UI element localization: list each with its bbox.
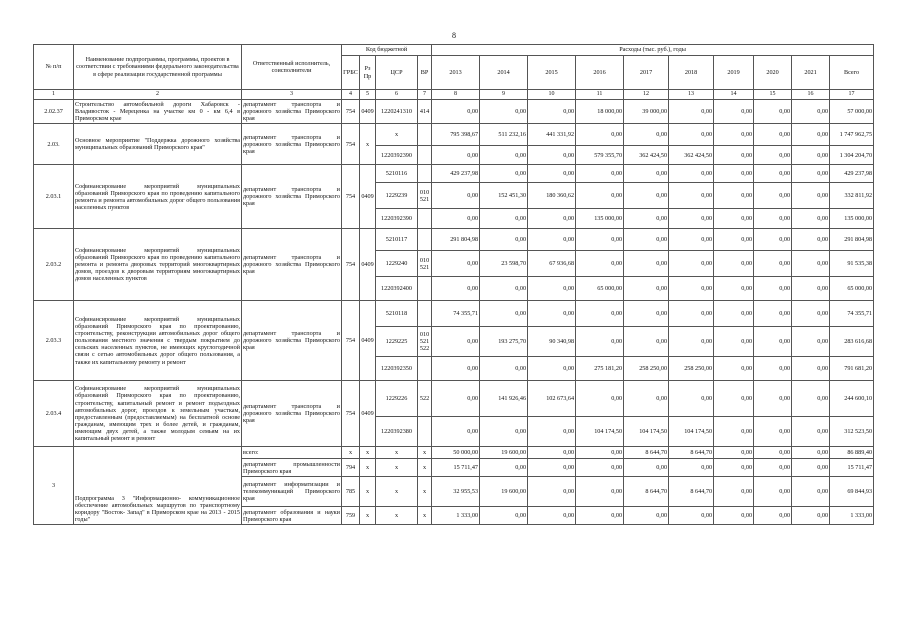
row-total: 65 000,00	[830, 277, 874, 301]
grbs: 794	[342, 459, 360, 477]
year-value: 0,00	[792, 99, 830, 123]
year-value: 0,00	[576, 165, 624, 183]
row-number: 2.03.	[34, 124, 74, 165]
year-value: 0,00	[576, 507, 624, 525]
year-value: 0,00	[669, 209, 714, 229]
year-value: 0,00	[528, 165, 576, 183]
year-value: 0,00	[528, 447, 576, 459]
executor: департамент транспорта и дорожного хозяйства Приморского края	[242, 165, 342, 229]
year-value: 0,00	[432, 417, 480, 447]
vr	[418, 357, 432, 381]
column-number: 12	[624, 90, 669, 100]
header-year: 2014	[480, 56, 528, 90]
csr: х	[376, 447, 418, 459]
year-value: 258 250,00	[669, 357, 714, 381]
row-number: 2.03.2	[34, 229, 74, 301]
year-value: 0,00	[528, 459, 576, 477]
row-total: 1 304 204,70	[830, 146, 874, 165]
year-value: 102 673,64	[528, 381, 576, 417]
year-value: 0,00	[754, 417, 792, 447]
year-value: 0,00	[792, 381, 830, 417]
year-value: 39 000,00	[624, 99, 669, 123]
year-value: 15 711,47	[432, 459, 480, 477]
header-no: № п/п	[34, 45, 74, 90]
year-value: 0,00	[480, 146, 528, 165]
rzpr: х	[360, 124, 376, 165]
row-number: 2.03.3	[34, 301, 74, 381]
year-value: 0,00	[714, 477, 754, 507]
year-value: 8 644,70	[624, 477, 669, 507]
vr: х	[418, 447, 432, 459]
column-number: 17	[830, 90, 874, 100]
year-value: 0,00	[754, 381, 792, 417]
row-number: 2.02.37	[34, 99, 74, 123]
grbs: 785	[342, 477, 360, 507]
year-value: 8 644,70	[669, 447, 714, 459]
year-value: 0,00	[480, 209, 528, 229]
measure-name: Софинансирование мероприятий муниципальных образований Приморского края по проектированию, строительству, реконструкции автомобильных дорог общего пользования местного значения с твердым покрытием до сельских населенных пунктов, не имеющих круглогодичной связи с сетью автомобильных дорог общего пользования, а также их капитальному ремонту и ремонт	[74, 301, 242, 381]
year-value: 23 598,70	[480, 251, 528, 277]
year-value: 0,00	[432, 327, 480, 357]
year-value: 0,00	[576, 381, 624, 417]
row-total: 312 523,50	[830, 417, 874, 447]
year-value: 0,00	[792, 146, 830, 165]
year-value: 362 424,50	[624, 146, 669, 165]
year-value: 0,00	[576, 447, 624, 459]
column-number: 16	[792, 90, 830, 100]
header-budget-code: Код бюджетной	[342, 45, 432, 56]
vr: 522	[418, 381, 432, 417]
row-total: 332 811,92	[830, 183, 874, 209]
year-value: 0,00	[480, 229, 528, 251]
year-value: 0,00	[669, 99, 714, 123]
header-year: 2017	[624, 56, 669, 90]
vr: 010 521	[418, 251, 432, 277]
year-value: 0,00	[528, 357, 576, 381]
header-vr: ВР	[418, 56, 432, 90]
year-value: 0,00	[714, 229, 754, 251]
year-value: 0,00	[714, 327, 754, 357]
grbs: 754	[342, 229, 360, 301]
year-value: 104 174,50	[669, 417, 714, 447]
column-number: 3	[242, 90, 342, 100]
header-expenses: Расходы (тыс. руб.), годы	[432, 45, 874, 56]
csr: 5210117	[376, 229, 418, 251]
year-value: 0,00	[480, 99, 528, 123]
header-year: 2016	[576, 56, 624, 90]
year-value: 0,00	[754, 251, 792, 277]
year-value: 0,00	[576, 459, 624, 477]
csr: 1220392400	[376, 277, 418, 301]
year-value: 0,00	[432, 357, 480, 381]
rzpr: 0409	[360, 165, 376, 229]
row-total: 135 000,00	[830, 209, 874, 229]
grbs: 754	[342, 124, 360, 165]
csr: х	[376, 507, 418, 525]
year-value: 0,00	[754, 477, 792, 507]
measure-name: Основное мероприятие "Поддержка дорожного хозяйства муниципальных образований Приморского края"	[74, 124, 242, 165]
csr: 1229225	[376, 327, 418, 357]
row-total: 15 711,47	[830, 459, 874, 477]
year-value: 0,00	[714, 507, 754, 525]
year-value: 67 936,68	[528, 251, 576, 277]
year-value: 65 000,00	[576, 277, 624, 301]
year-value: 0,00	[528, 99, 576, 123]
header-year: 2018	[669, 56, 714, 90]
column-number: 7	[418, 90, 432, 100]
year-value: 0,00	[528, 507, 576, 525]
year-value: 0,00	[754, 209, 792, 229]
year-value: 0,00	[432, 146, 480, 165]
year-value: 511 232,16	[480, 124, 528, 146]
rzpr: 0409	[360, 229, 376, 301]
row-number: 3	[34, 447, 74, 525]
year-value: 0,00	[669, 381, 714, 417]
row-number: 2.03.4	[34, 381, 74, 447]
year-value: 0,00	[714, 381, 754, 417]
year-value: 104 174,50	[576, 417, 624, 447]
header-year: 2019	[714, 56, 754, 90]
row-total: 69 844,93	[830, 477, 874, 507]
row-total: 57 000,00	[830, 99, 874, 123]
year-value: 0,00	[432, 277, 480, 301]
year-value: 0,00	[669, 124, 714, 146]
column-number: 1	[34, 90, 74, 100]
vr	[418, 146, 432, 165]
year-value: 135 000,00	[576, 209, 624, 229]
year-value: 0,00	[624, 277, 669, 301]
year-value: 0,00	[528, 146, 576, 165]
row-total: 283 616,68	[830, 327, 874, 357]
year-value: 0,00	[624, 301, 669, 327]
year-value: 0,00	[714, 183, 754, 209]
grbs: х	[342, 447, 360, 459]
year-value: 795 398,67	[432, 124, 480, 146]
csr: 5210118	[376, 301, 418, 327]
vr: 010 521	[418, 183, 432, 209]
year-value: 0,00	[754, 183, 792, 209]
year-value: 0,00	[624, 251, 669, 277]
rzpr: х	[360, 507, 376, 525]
header-executor: Ответственный исполнитель, соисполнители	[242, 45, 342, 90]
row-number: 2.03.1	[34, 165, 74, 229]
rzpr: 0409	[360, 301, 376, 381]
year-value: 19 600,00	[480, 447, 528, 459]
year-value: 32 955,53	[432, 477, 480, 507]
rzpr: 0409	[360, 99, 376, 123]
year-value: 0,00	[792, 209, 830, 229]
year-value: 0,00	[624, 229, 669, 251]
year-value: 0,00	[714, 165, 754, 183]
row-total: 74 355,71	[830, 301, 874, 327]
grbs: 754	[342, 301, 360, 381]
year-value: 0,00	[669, 277, 714, 301]
year-value: 0,00	[576, 229, 624, 251]
column-number: 2	[74, 90, 242, 100]
year-value: 291 804,98	[432, 229, 480, 251]
year-value: 0,00	[669, 459, 714, 477]
year-value: 579 355,70	[576, 146, 624, 165]
executor: департамент транспорта и дорожного хозяйства Приморского края	[242, 301, 342, 381]
column-number: 13	[669, 90, 714, 100]
year-value: 0,00	[528, 477, 576, 507]
measure-name: Софинансирование мероприятий муниципальных образований Приморского края по проведению капитального ремонта и ремонта дворовых территорий многоквартирных домов, проездов к дворовым территориям многоквартирных домов населенных пунктов	[74, 229, 242, 301]
column-number: 5	[360, 90, 376, 100]
vr: х	[418, 507, 432, 525]
vr	[418, 301, 432, 327]
year-value: 0,00	[528, 301, 576, 327]
header-year: 2021	[792, 56, 830, 90]
year-value: 0,00	[714, 459, 754, 477]
budget-table	[33, 44, 874, 525]
grbs: 754	[342, 99, 360, 123]
vr: 414	[418, 99, 432, 123]
year-value: 0,00	[714, 99, 754, 123]
year-value: 0,00	[480, 357, 528, 381]
year-value: 0,00	[432, 209, 480, 229]
row-total: 91 535,38	[830, 251, 874, 277]
executor: департамент образования и науки Приморского края	[243, 508, 340, 523]
year-value: 0,00	[432, 183, 480, 209]
grbs: 754	[342, 165, 360, 229]
row-total: 291 804,98	[830, 229, 874, 251]
column-number: 9	[480, 90, 528, 100]
row-total: 86 889,40	[830, 447, 874, 459]
year-value: 0,00	[624, 381, 669, 417]
year-value: 0,00	[754, 229, 792, 251]
year-value: 0,00	[714, 146, 754, 165]
rzpr: 0409	[360, 381, 376, 447]
csr: 1220241310	[376, 99, 418, 123]
column-number: 6	[376, 90, 418, 100]
year-value: 90 340,98	[528, 327, 576, 357]
year-value: 0,00	[754, 459, 792, 477]
year-value: 0,00	[669, 301, 714, 327]
year-value: 0,00	[669, 165, 714, 183]
year-value: 104 174,50	[624, 417, 669, 447]
year-value: 0,00	[792, 357, 830, 381]
year-value: 0,00	[480, 277, 528, 301]
year-value: 0,00	[480, 165, 528, 183]
rzpr: х	[360, 447, 376, 459]
subprogram-name: Подпрограмма 3 "Информационно- коммуникационное обеспечение автомобильных маршрутов по транспортному коридору "Восток- Запад" в Приморском крае на 2013 - 2015 годы"	[74, 447, 242, 525]
year-value: 0,00	[714, 277, 754, 301]
year-value: 0,00	[669, 229, 714, 251]
year-value: 0,00	[792, 183, 830, 209]
year-value: 0,00	[714, 447, 754, 459]
year-value: 0,00	[624, 124, 669, 146]
year-value: 0,00	[480, 459, 528, 477]
measure-name: Софинансирование мероприятий муниципальных образований Приморского края по проектированию, строительству, капитальный ремонт и ремонт подъездных автомобильных дорог, проездов к земельным участкам, предоставленным (предоставляемым) на бесплатной основе гражданам, имеющим трех и более детей, и гражданам, имеющим двух детей, а также молодым семьям на их капитальный ремонт и ремонт	[74, 381, 242, 447]
header-csr: ЦСР	[376, 56, 418, 90]
year-value: 0,00	[528, 209, 576, 229]
year-value: 0,00	[669, 507, 714, 525]
measure-name: Строительство автомобильной дороги Хабаровск - Владивосток - Мереценка на участке км 0 - км 6,4 в Приморском крае	[75, 100, 240, 123]
year-value: 258 250,00	[624, 357, 669, 381]
year-value: 0,00	[714, 209, 754, 229]
column-number: 11	[576, 90, 624, 100]
year-value: 0,00	[754, 447, 792, 459]
csr: 1220392350	[376, 357, 418, 381]
year-value: 0,00	[624, 327, 669, 357]
csr: 1220392380	[376, 417, 418, 447]
executor: департамент транспорта и дорожного хозяйства Приморского края	[242, 229, 342, 301]
year-value: 0,00	[754, 277, 792, 301]
year-value: 0,00	[792, 229, 830, 251]
year-value: 0,00	[480, 301, 528, 327]
year-value: 429 237,98	[432, 165, 480, 183]
csr: х	[376, 459, 418, 477]
column-number: 10	[528, 90, 576, 100]
year-value: 0,00	[792, 417, 830, 447]
year-value: 19 600,00	[480, 477, 528, 507]
rzpr: х	[360, 459, 376, 477]
executor: департамент промышленности Приморского края	[243, 460, 340, 475]
year-value: 0,00	[714, 417, 754, 447]
year-value: 0,00	[754, 124, 792, 146]
vr: 010 521 522	[418, 327, 432, 357]
header-total: Всего	[830, 56, 874, 90]
row-total: 1 333,00	[830, 507, 874, 525]
vr	[418, 229, 432, 251]
header-name: Наименование подпрограммы, программы, проектов в соответствии с требованиями федерального законодательства в сфере реализации государственной программы	[74, 45, 242, 90]
year-value: 1 333,00	[432, 507, 480, 525]
column-number: 15	[754, 90, 792, 100]
year-value: 0,00	[432, 381, 480, 417]
grbs: 759	[342, 507, 360, 525]
executor: всего:	[242, 447, 342, 459]
csr: х	[376, 124, 418, 146]
year-value: 362 424,50	[669, 146, 714, 165]
executor: департамент транспорта и дорожного хозяйства Приморского края	[243, 100, 340, 123]
year-value: 0,00	[754, 507, 792, 525]
year-value: 0,00	[432, 251, 480, 277]
vr	[418, 124, 432, 146]
year-value: 193 275,70	[480, 327, 528, 357]
year-value: 0,00	[792, 447, 830, 459]
year-value: 0,00	[792, 251, 830, 277]
column-number: 4	[342, 90, 360, 100]
vr	[418, 209, 432, 229]
csr: 1229240	[376, 251, 418, 277]
header-rzpr: Рз Пр	[360, 56, 376, 90]
year-value: 0,00	[624, 183, 669, 209]
year-value: 0,00	[624, 209, 669, 229]
year-value: 0,00	[792, 507, 830, 525]
year-value: 275 181,20	[576, 357, 624, 381]
year-value: 180 360,62	[528, 183, 576, 209]
year-value: 0,00	[432, 99, 480, 123]
year-value: 141 926,46	[480, 381, 528, 417]
year-value: 8 644,70	[624, 447, 669, 459]
year-value: 0,00	[754, 327, 792, 357]
year-value: 0,00	[792, 459, 830, 477]
year-value: 0,00	[576, 183, 624, 209]
vr	[418, 417, 432, 447]
header-year: 2020	[754, 56, 792, 90]
year-value: 0,00	[576, 477, 624, 507]
csr: 1229226	[376, 381, 418, 417]
header-year: 2013	[432, 56, 480, 90]
year-value: 50 000,00	[432, 447, 480, 459]
year-value: 0,00	[714, 357, 754, 381]
year-value: 0,00	[754, 357, 792, 381]
year-value: 0,00	[528, 229, 576, 251]
year-value: 0,00	[576, 251, 624, 277]
rzpr: х	[360, 477, 376, 507]
year-value: 0,00	[754, 301, 792, 327]
header-grbs: ГРБС	[342, 56, 360, 90]
year-value: 0,00	[669, 327, 714, 357]
year-value: 0,00	[528, 277, 576, 301]
year-value: 0,00	[624, 459, 669, 477]
year-value: 0,00	[714, 124, 754, 146]
row-total: 1 747 962,75	[830, 124, 874, 146]
year-value: 0,00	[669, 251, 714, 277]
year-value: 8 644,70	[669, 477, 714, 507]
executor: департамент транспорта и дорожного хозяйства Приморского края	[242, 124, 342, 165]
year-value: 0,00	[792, 327, 830, 357]
year-value: 0,00	[792, 124, 830, 146]
csr: 5210116	[376, 165, 418, 183]
year-value: 0,00	[792, 477, 830, 507]
vr	[418, 277, 432, 301]
header-year: 2015	[528, 56, 576, 90]
year-value: 0,00	[792, 165, 830, 183]
year-value: 74 355,71	[432, 301, 480, 327]
csr: 1220392390	[376, 146, 418, 165]
year-value: 0,00	[576, 124, 624, 146]
vr: х	[418, 459, 432, 477]
year-value: 0,00	[754, 99, 792, 123]
year-value: 0,00	[714, 301, 754, 327]
measure-name: Софинансирование мероприятий муниципальных образований Приморского края по проведению капитального ремонта и ремонта автомобильных дорог общего пользования населенных пунктов	[74, 165, 242, 229]
column-number: 14	[714, 90, 754, 100]
year-value: 0,00	[754, 165, 792, 183]
csr: 1229239	[376, 183, 418, 209]
year-value: 0,00	[624, 507, 669, 525]
executor: департамент транспорта и дорожного хозяйства Приморского края	[242, 381, 342, 447]
year-value: 0,00	[576, 301, 624, 327]
grbs: 754	[342, 381, 360, 447]
year-value: 441 331,92	[528, 124, 576, 146]
year-value: 152 451,30	[480, 183, 528, 209]
year-value: 0,00	[669, 183, 714, 209]
row-total: 791 681,20	[830, 357, 874, 381]
year-value: 0,00	[624, 165, 669, 183]
row-total: 244 600,10	[830, 381, 874, 417]
csr: 1220392390	[376, 209, 418, 229]
year-value: 0,00	[480, 507, 528, 525]
column-number: 8	[432, 90, 480, 100]
vr	[418, 165, 432, 183]
year-value: 0,00	[480, 417, 528, 447]
year-value: 0,00	[528, 417, 576, 447]
row-total: 429 237,98	[830, 165, 874, 183]
vr: х	[418, 477, 432, 507]
year-value: 0,00	[754, 146, 792, 165]
csr: х	[376, 477, 418, 507]
year-value: 0,00	[576, 327, 624, 357]
executor: департамент информатизации и телекоммуникаций Приморского края	[242, 477, 342, 507]
year-value: 0,00	[792, 301, 830, 327]
page-number: 8	[452, 31, 456, 40]
year-value: 0,00	[714, 251, 754, 277]
year-value: 18 000,00	[576, 99, 624, 123]
year-value: 0,00	[792, 277, 830, 301]
